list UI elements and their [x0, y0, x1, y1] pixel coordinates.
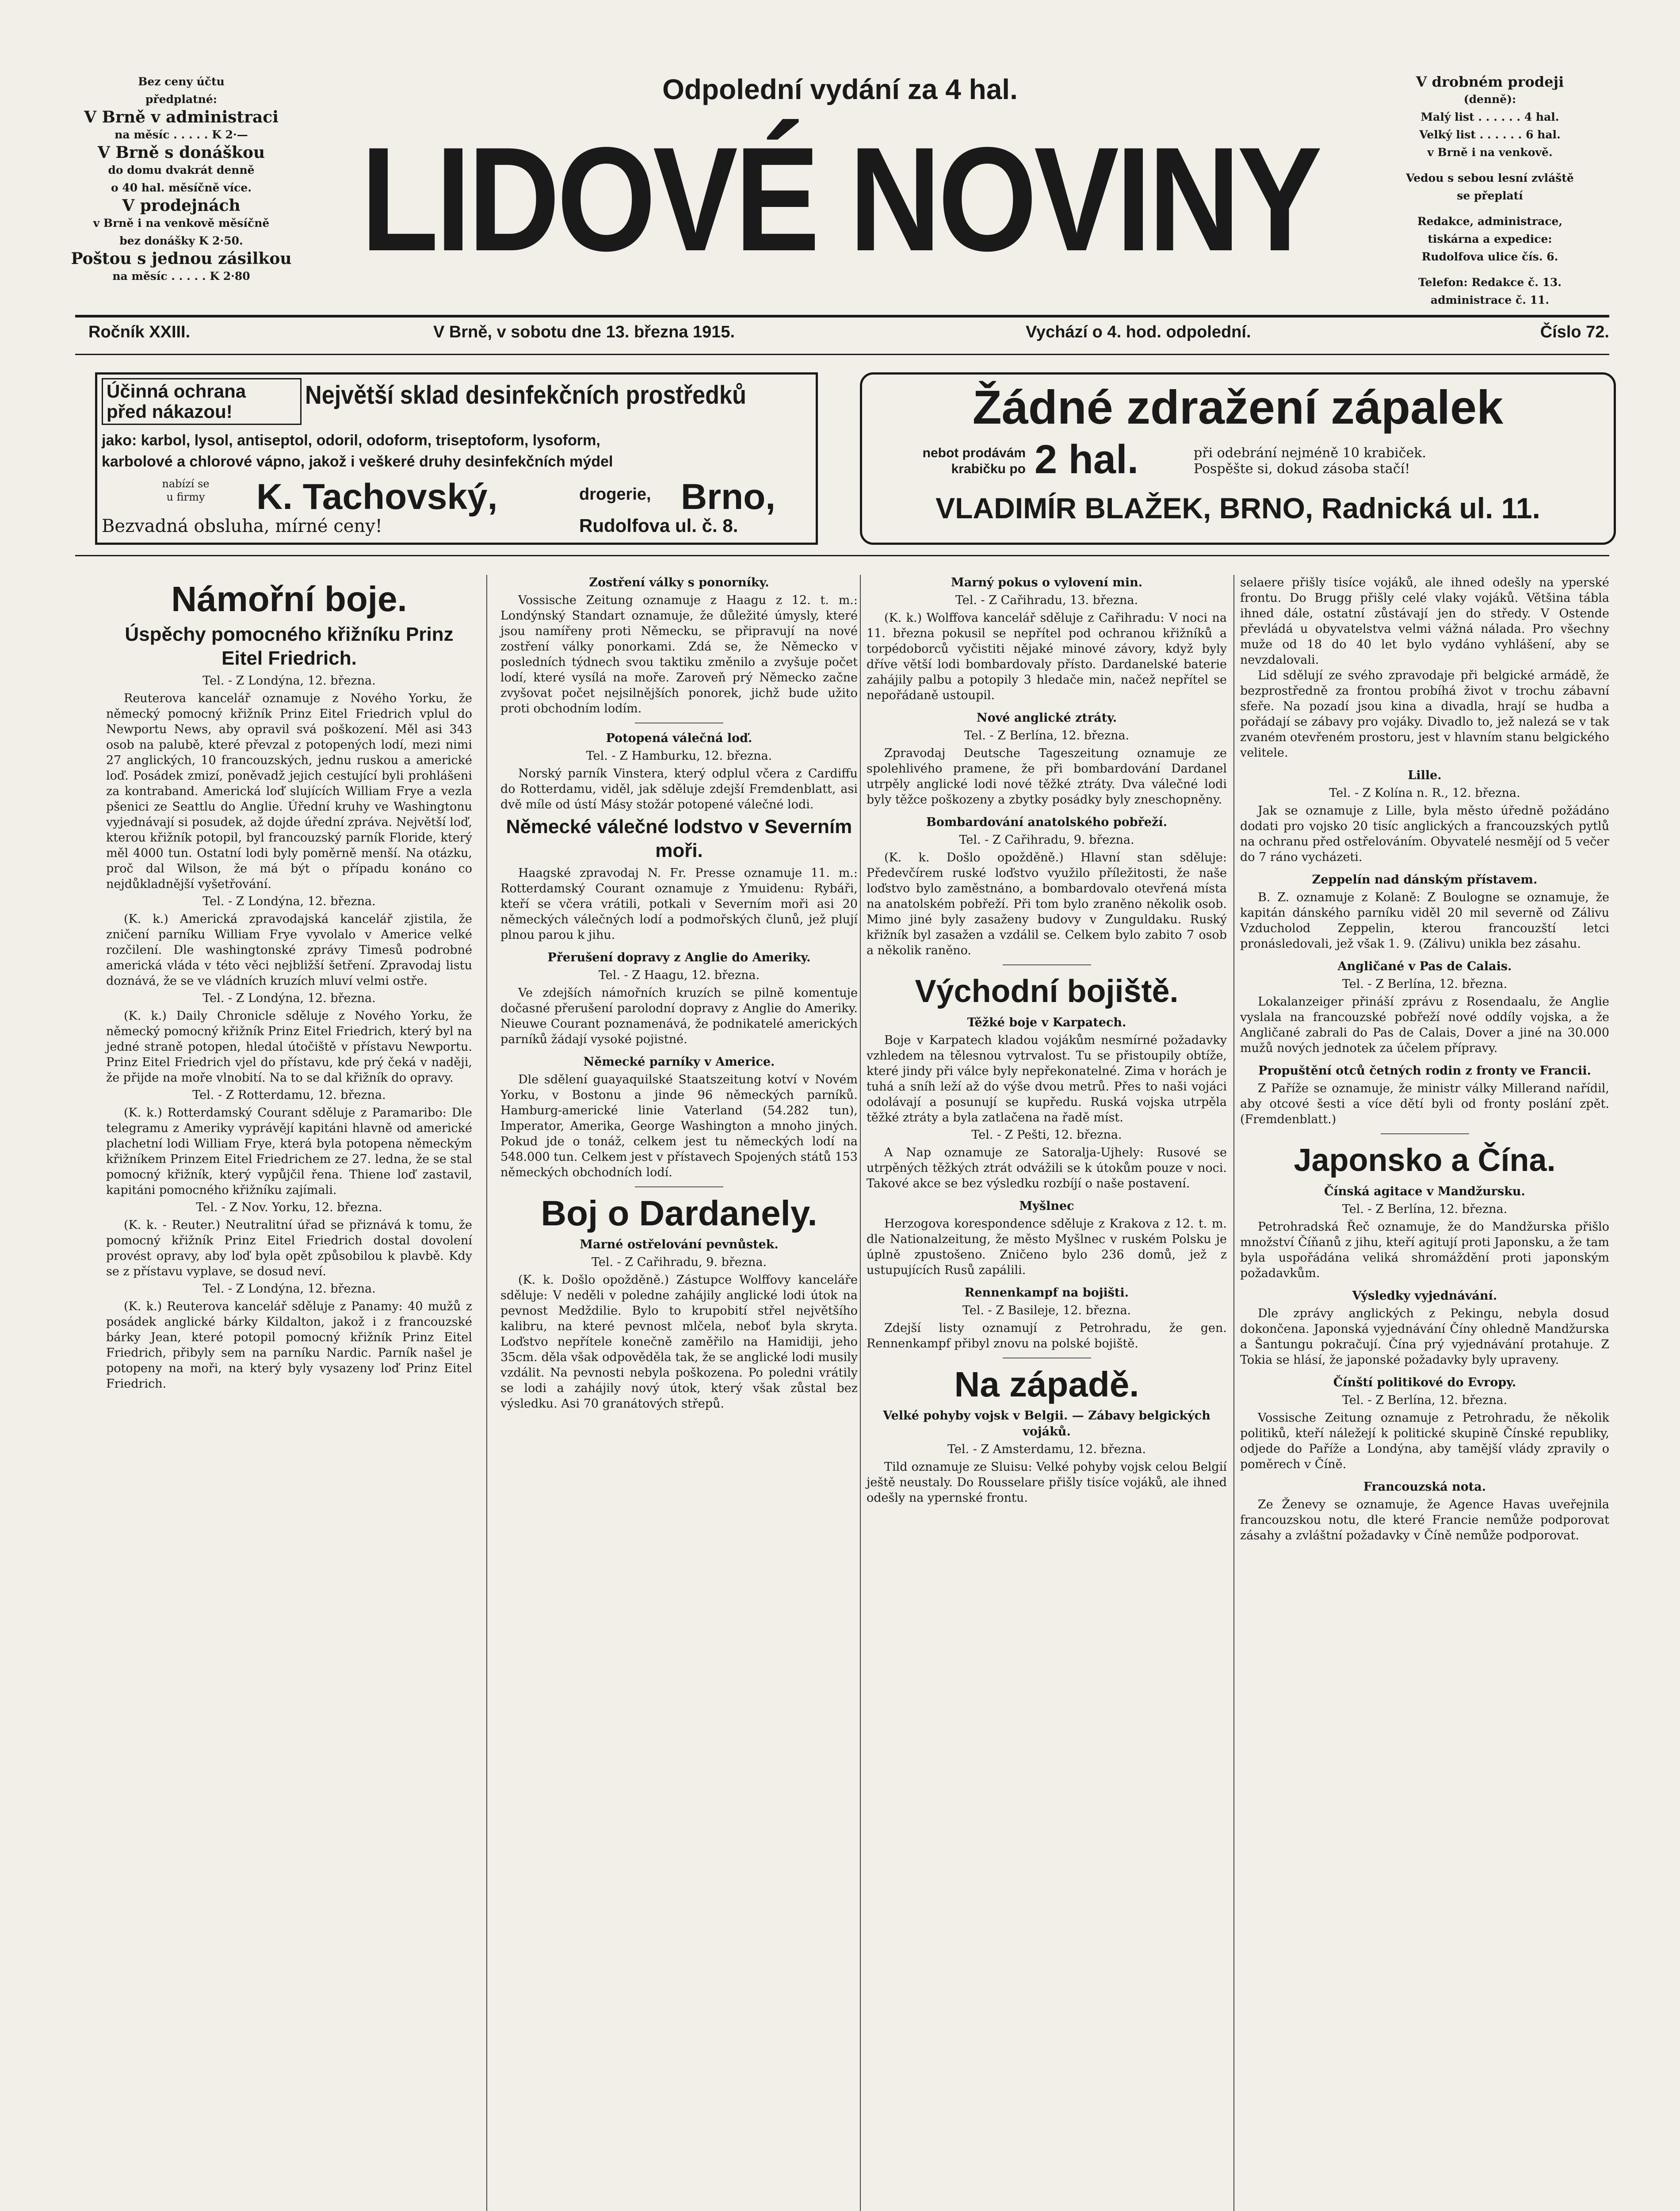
headline: Na západě. — [954, 1365, 1139, 1404]
article-text: Norský parník Vinstera, který odplul včera z Cardiffu do Rotterdamu, viděl, jak sděluje zdejší Fremdenblatt, asi dvě míle od ústí Másy stožár potopené válečné lodi. — [500, 767, 858, 811]
price-line: se přeplatí — [1457, 189, 1523, 202]
headline: Zeppelín nad dánským přístavem. — [1312, 873, 1538, 887]
article-text: Ze Ženevy se oznamuje, že Agence Havas uveřejnila francouzskou notu, dle které Francie nemůže podporovat zásahy a zvláštní požadavky v Číně nemůže podporovat. — [1240, 1498, 1609, 1542]
article-text: Jak se oznamuje z Lille, byla město úředně požádáno dodati pro vojsko 20 tisíc anglických a francouzských pytlů na ochranu před ostřelováním. Obyvatelé nesmějí od 5 večer do 7 ráno vycházeti. — [1240, 804, 1609, 864]
dateline: Tel. - Z Nov. Yorku, 12. března. — [196, 1201, 382, 1214]
ad-headline: Největší sklad desinfekčních prostředků — [305, 381, 746, 409]
headline: Námořní boje. — [171, 579, 407, 619]
column-rule — [860, 575, 861, 2211]
subscription-line: V Brně s donáškou — [97, 143, 265, 162]
article-text: (K. k.) Reuterova kancelář sděluje z Panamy: 40 mužů z posádek anglické bárky Kildalton, jakož i z francouzské bárky Jean, které potopil pomocný křižník Prinz Eitel Friedrich, přibyly sem na parníku Nardic. Parník našel je potopeny na moři, na který byly vysazeny loď Prinz Eitel Friedrich. — [106, 1300, 472, 1391]
column-3 — [867, 575, 1227, 1506]
article-text: (K. k.) Daily Chronicle sděluje z Nového Yorku, že německý pomocný křižník Prinz Eitel Friedrich, který byl na jedné straně potopen, hledal útočiště v přístavu Newportu. Prinz Eitel Friedrich vjel do přístavu, kde prý čeká v naději, že přijde na moře vlnobití. Na to se dal křižník do opravy. — [106, 1009, 472, 1085]
dateline: Tel. - Z Berlína, 12. března. — [964, 729, 1130, 742]
column-1 — [106, 575, 472, 1392]
ad-matches — [860, 372, 1616, 545]
article-text: Zpravodaj Deutsche Tageszeitung oznamuje ze spolehlivého pramene, že při bombardování Dardanel utrpěly anglické lodi nové těžké ztráty. Dva válečné lodi byly těžce poškozeny a zbytky posádky byly zneschopněny. — [867, 746, 1227, 807]
separator — [1381, 1133, 1469, 1134]
separator — [1003, 964, 1091, 965]
ad-disinfectants — [95, 372, 818, 545]
price-line: Redakce, administrace, — [1417, 215, 1563, 228]
headline: Potopená válečná loď. — [606, 731, 752, 745]
price-line: Rudolfova ulice čís. 6. — [1421, 250, 1558, 263]
dateline: Tel. - Z Hamburku, 12. března. — [586, 749, 772, 763]
subheadline: Čínská agitace v Mandžursku. — [1324, 1185, 1525, 1198]
newspaper-title: LIDOVÉ NOVINY — [361, 116, 1319, 282]
dateline: Tel. - Z Cařihradu, 13. března. — [955, 593, 1138, 607]
ads-rule — [75, 555, 1609, 556]
dateline: Tel. - Z Berlína, 12. března. — [1342, 1202, 1508, 1216]
column-4 — [1240, 575, 1609, 1543]
price-line: Malý list . . . . . . 4 hal. — [1420, 111, 1559, 123]
dateline: Tel. - Z Pešti, 12. března. — [971, 1128, 1122, 1142]
headline: Výsledky vyjednávání. — [1352, 1289, 1497, 1303]
headline: Myšlnec — [1019, 1199, 1074, 1213]
article-text: Herzogova korespondence sděluje z Krakova z 12. t. m. dle Nationalzeitung, že město Myšlnec v ruském Polsku je úplně zpustošeno. Zničeno bylo 236 domů, jež z ustupujících Rusů zapálili. — [867, 1217, 1227, 1277]
price-line: V drobném prodeji — [1416, 73, 1564, 90]
subscription-line: o 40 hal. měsíčně více. — [111, 181, 252, 194]
price-line: administrace č. 11. — [1430, 294, 1550, 306]
dateline: Tel. - Z Berlína, 12. března. — [1342, 977, 1508, 991]
ad-offer-note-line: u firmy — [166, 491, 205, 503]
ad-matches-seller: VLADIMÍR BLAŽEK, BRNO, Radnická ul. 11. — [935, 492, 1540, 524]
headline: Rennenkampf na bojišti. — [964, 1286, 1129, 1300]
article-text: Zdejší listy oznamují z Petrohradu, že gen. Rennenkampf přibyl znovu na polské bojiště. — [867, 1321, 1227, 1350]
ad-matches-offer-line: krabičku po — [951, 462, 1026, 476]
headline: Přerušení dopravy z Anglie do Ameriky. — [547, 951, 811, 964]
article-text: A Nap oznamuje ze Satoralja-Ujhely: Rusové se utrpěných těžkých ztrát odvážili se k útokům pouze v noci. Takové akce se bez výsledku rozbíjí o naše postavení. — [867, 1146, 1227, 1190]
ad-tag-line: před nákazou! — [107, 401, 233, 422]
subscription-line: Poštou s jednou zásilkou — [71, 249, 292, 268]
ad-matches-condition-line: při odebrání nejméně 10 krabiček. — [1194, 445, 1426, 461]
article-text: Petrohradská Řeč oznamuje, že do Mandžurska přišlo množství Číňanů z jihu, kteří agitují proti Japonsku, a že tam byla uspořádána veliká shromáždění proti japonským požadavkům. — [1240, 1220, 1609, 1280]
appears: Vychází o 4. hod. odpolední. — [1026, 323, 1251, 341]
subscription-line: V prodejnách — [122, 196, 241, 215]
headline: Bombardování anatolského pobřeží. — [926, 815, 1167, 829]
headline: Východní bojiště. — [915, 974, 1179, 1009]
ad-city: Brno, — [681, 477, 776, 517]
ad-offer-note-line: nabízí se — [162, 478, 210, 490]
headline: Německé válečné lodstvo v Severním moři. — [506, 816, 852, 861]
article-text: selaere přišly tisíce vojáků, ale ihned odešly na yperské frontu. Do Brugg přišly celé vlaky vojáků. Většina tábla ihned dále, ostatní zůstávají jen do středy. V Ostende převládá u obyvatelstva velmi vážná nálada. Pro všechny muže od 18 do 40 let bylo vydáno vyhlášení, aby se nevzdalovali. — [1240, 576, 1609, 667]
article-text: Lid sdělují ze svého zpravodaje při belgické armádě, že bezprostředně za frontou probíhá život v trochu zábavní sfeře. Na pozadí jsou kina a divadla, hrají se hudba a pořádají se zábavy pro vojáky. Divadlo to, jež nalezá se v tak zvaném otevřeném prostoru, jest v hlavním stanu belgického velitele. — [1240, 669, 1609, 760]
ad-tag-line: Účinná ochrana — [107, 381, 246, 402]
dateline: Tel. - Z Cařihradu, 9. března. — [591, 1255, 767, 1269]
edition-label: Odpolední vydání za 4 hal. — [662, 73, 1018, 105]
dateline: Tel. - Z Kolína n. R., 12. března. — [1329, 786, 1520, 800]
price-line: v Brně i na venkově. — [1427, 146, 1553, 159]
subheadline: Těžké boje v Karpatech. — [967, 1016, 1126, 1029]
dateline: Tel. - Z Amsterdamu, 12. března. — [947, 1442, 1146, 1456]
article-text: Dle zprávy anglických z Pekingu, nebyla dosud dokončena. Japonská vyjednávání Číny ohledně Mandžurska a Šantungu pokračují. Čína prý vyjednávání protahuje. Z Tokia se hlásí, že japonské požadavky byly upraveny. — [1240, 1307, 1609, 1367]
price-line: Vedou s sebou lesní zvláště — [1406, 172, 1574, 184]
dateline: Tel. - Z Cařihradu, 9. března. — [959, 833, 1134, 847]
dateline: Tel. - Z Londýna, 12. března. — [202, 674, 376, 688]
price-line: tiskárna a expedice: — [1428, 233, 1552, 245]
subscription-line: předplatné: — [145, 93, 218, 106]
ad-matches-headline: Žádné zdražení zápalek — [972, 380, 1504, 434]
subscription-box — [66, 73, 296, 285]
headline: Marný pokus o vylovení min. — [951, 576, 1143, 589]
headline: Propuštění otců četných rodin z fronty ve Francii. — [1258, 1064, 1591, 1078]
ad-matches-condition-line: Pospěšte si, dokud zásoba stačí! — [1194, 461, 1410, 477]
dateline: Tel. - Z Rotterdamu, 12. března. — [192, 1088, 386, 1102]
subscription-line: bez donášky K 2·50. — [119, 234, 243, 247]
column-rule — [1233, 575, 1234, 2211]
dateline: Tel. - Z Londýna, 12. března. — [202, 1282, 376, 1296]
dateline: Tel. - Z Londýna, 12. března. — [202, 991, 376, 1005]
info-rule — [75, 354, 1609, 355]
dateline: Tel. - Z Haagu, 12. března. — [598, 968, 760, 982]
article-text: (K. k. - Reuter.) Neutralitní úřad se přiznává k tomu, že pomocný křižník Prinz Eitel Friedrich dostal dovolení provést opravy, aby loď byla opět způsobilou k plavbě. Kdy se z přístavu vyplave, se dosud neví. — [106, 1218, 472, 1278]
article-text: Reuterova kancelář oznamuje z Nového Yorku, že německý pomocný křižník Prinz Eitel Friedrich vplul do Newportu News, aby opravil svá poškození. Měl asi 343 osob na palubě, které převzal z potopených lodí, mezi nimi 27 anglických, 10 francouzských, jednu ruskou a americké loď. Posádek zmizí, poněvadž jejich cestující byli prohlášeni za kontraband. Americká loď slujících William Frye a vezla pšenici ze Seattlu do Anglie. Úřední kruhy ve Washingtonu vyjednávají si posudek, až dojde úřední zpráva. Největší loď, kterou křižník potopil, byl francouzský parník Floride, který měl 4000 tun. Ostatní lodi byly poměrně menší. Na otázku, proč dal Wilson, že má být o případu konáno co nejdůkladnější vyšetřování. — [106, 692, 472, 891]
article-text: Z Paříže se oznamuje, že ministr války Millerand nařídil, aby otcové šesti a více dětí byli od fronty poslání zpět. (Fremdenblatt.) — [1240, 1082, 1609, 1126]
subscription-line: Bez ceny účtu — [138, 75, 225, 88]
article-text: Vossische Zeitung oznamuje z Haagu z 12. t. m.: Londýnský Standart oznamuje, že důležité úmysly, které jsou namířeny proti Německu, se připravují na nové zostření války ponorkami. Zdá se, že Německo v posledních týdnech svou taktiku změnilo a zvyšuje počet lodí, které vysílá na moře. Zaroveň prý Německo začne zvyšovat počet nejsilnějších ponorek, jichž bude užito proti obchodním lodím. — [500, 593, 858, 715]
subheadline: Velké pohyby vojsk v Belgii. — Zábavy belgických vojáků. — [883, 1409, 1210, 1438]
column-2 — [492, 575, 858, 1412]
subscription-line: v Brně i na venkově měsíčně — [93, 217, 270, 230]
headline: Lille. — [1408, 769, 1442, 782]
headline: Francouzská nota. — [1363, 1480, 1486, 1494]
ad-address: Rudolfova ul. č. 8. — [579, 515, 738, 536]
article-text: Haagské zpravodaj N. Fr. Presse oznamuje 11. m.: Rotterdamský Courant oznamuje z Ymuidenu: Rybáři, kteří se včera vrátili, potkali v Severním moři asi 20 německých válečných lodí a podmořských člunů, jež plují plnou parou k jihu. — [500, 866, 858, 942]
dateline: Tel. - Z Berlína, 12. března. — [1342, 1393, 1508, 1407]
separator — [635, 1186, 723, 1187]
article-text: (K. k. Došlo opožděně.) Zástupce Wolffovy kanceláře sděluje: V neděli v poledne zahájily anglické lodi útok na pevnost Medždilie. Bylo to krupobití střel největšího kalibru, na které pevnost mlčela, neboť byla skryta. Loďstvo nepřítele konečně zaměřilo na Hamidiji, jeho 35cm. děla však odpověděla tak, že se anglické lodi musily vzdálit. Na pevnosti nebyla poškozena. Po poledni vrátily se lodi a zahájily nový útok, který však zůstal bez výsledku. Asi 70 granátových střepů. — [500, 1273, 858, 1411]
headline: Angličané v Pas de Calais. — [1337, 960, 1512, 973]
ad-products-2: karbolové a chlorové vápno, jakož i veškeré druhy desinfekčních mýdel — [102, 453, 613, 470]
dateline: Tel. - Z Londýna, 12. března. — [202, 895, 376, 908]
headline: Boj o Dardanely. — [541, 1193, 817, 1233]
ad-matches-offer-line: nebot prodávám — [922, 446, 1026, 460]
place-date: V Brně, v sobotu dne 13. března 1915. — [433, 323, 735, 341]
volume: Ročník XXIII. — [88, 323, 191, 341]
article-text: B. Z. oznamuje z Kolaně: Z Boulogne se oznamuje, že kapitán dánského parníku viděl 20 mil severně od Zálivu Vzducholod Zeppelin, kterou francouzští letci pronásledovali, jež však 1. 9. (Zálivu) unikla bez zásahu. — [1240, 891, 1609, 951]
article-text: Vossische Zeitung oznamuje z Petrohradu, že několik politiků, kteří náležejí k politické skupině Čínské republiky, odjede do Paříže a Londýna, aby tamější vlády zpravily o poměrech v Číně. — [1240, 1411, 1609, 1471]
ad-tag — [102, 378, 302, 425]
subheadline: Marné ostřelování pevnůstek. — [580, 1238, 779, 1251]
headline: Japonsko a Čína. — [1294, 1143, 1556, 1178]
headline: Čínští politikové do Evropy. — [1333, 1376, 1516, 1389]
ad-matches-offer — [875, 445, 1026, 477]
issue-number: Číslo 72. — [1540, 323, 1609, 341]
subscription-line: V Brně v administraci — [84, 108, 279, 126]
price-line: (denně): — [1463, 93, 1516, 106]
article-text: (K. k.) Wolffova kancelář sděluje z Cařihradu: V noci na 11. března pokusil se nepřítel pod ochranou křižníků a torpédoborců vyčistiti nějaké minové závory, když byly dříve větší lodi bombardovaly přísto. Dardanelské baterie zahájily palbu a potopily 3 hledače min, načež nepřítel se nepořádaně ustoupil. — [867, 611, 1227, 702]
ad-service: Bezvadná obsluha, mírné ceny! — [102, 516, 382, 536]
ad-offer-note — [141, 477, 230, 504]
price-line: Telefon: Redakce č. 13. — [1418, 276, 1562, 289]
article-text: Boje v Karpatech kladou vojákům nesmírné požadavky vzhledem na tělesnou vytrvalost. Tu se přistoupily obtíže, které jindy při válce byly nepřekonatelné. Zima v horách je tuhá a sníh leží až do výše dvou metrů. Přes to naši vojáci odolávají a posunují se kupředu. Ruská vojska utrpěla těžké ztráty a byla zatlačena na řadě míst. — [867, 1033, 1227, 1125]
article-text: Tild oznamuje ze Sluisu: Velké pohyby vojsk celou Belgií ještě neustaly. Do Rousselare přišly tisíce vojáků, ale ihned odešly na ypernské frontu. — [867, 1460, 1227, 1505]
article-text: Ve zdejších námořních kruzích se pilně komentuje dočasné přerušení parolodní dopravy z Anglie do Ameriky. Nieuwe Courant poznamenává, že podnikatelé amerických parníků žádají vysoké pojistné. — [500, 986, 858, 1046]
subheadline: Úspěchy pomocného křižníku Prinz Eitel Friedrich. — [125, 624, 454, 669]
article-text: (K. k.) Rotterdamský Courant sděluje z Paramaribo: Dle telegramu z Ameriky vyprávějí kapitáni hlavně od americké plachetní lodi William Frye, která byla potopena německým křižníkem Prinzem Eitel Friedrichem ze 27. ledna, že se stal pomocný křižník, který vypůjčil řena. Thiene loď zastavil, kapitáni pomocného křižníku zajímali. — [106, 1106, 472, 1197]
ad-matches-condition — [1194, 445, 1605, 477]
headline: Německé parníky v Americe. — [583, 1055, 775, 1069]
ad-company: K. Tachovský, — [256, 477, 498, 517]
column-rule — [486, 575, 487, 2211]
masthead-rule — [75, 315, 1609, 317]
subscription-line: do domu dvakrát denně — [108, 164, 255, 176]
subscription-line: na měsíc . . . . . K 2·— — [115, 128, 248, 141]
dateline: Tel. - Z Basileje, 12. března. — [962, 1304, 1131, 1317]
price-line: Velký list . . . . . . 6 hal. — [1419, 128, 1561, 141]
article-text: Lokalanzeiger přináší zprávu z Rosendaalu, že Anglie vyslala na francouzské pobřeží nové oddíly vojska, a že Angličané zabrali do Pas de Calais, Dover a jiné na 30.000 mužů nových jednotek za účelem přípravy. — [1240, 995, 1609, 1055]
article-text: Dle sdělení guayaquilské Staatszeitung kotví v Novém Yorku, v Bostonu a jinde 96 německých parníků. Hamburg-americké linie Vaterland (54.282 tun), Imperator, Amerika, George Washington a mnoho jiných. Pokud jde o tonáž, celkem jest tu německých lodí na 548.000 tun. Celkem jest v přístavech Spojených států 153 německých obchodních lodí. — [500, 1073, 858, 1179]
article-text: (K. k.) Americká zpravodajská kancelář zjistila, že zničení parníku William Frye vyvolalo v Americe velké rozčilení. Dle washingtonské zprávy Timesů podrobné americká vláda v této věci nejbližší šetření. Zpravodaj listu doznává, že se ve vládních kruzích mluví velmi ostře. — [106, 912, 472, 988]
article-text: (K. k. Došlo opožděně.) Hlavní stan sděluje: Předevčírem ruské loďstvo využilo příležitosti, že naše loďstvo bylo zaměstnáno, a bombardovalo otevřená místa na anatolském pobřeží. Při tom bylo zraněno několik osob. Mimo jiné byly zasaženy budovy v Zunguldaku. Ruský křižník byl zasažen a vzdálil se. Celkem bylo zabito 7 osob a několik raněno. — [867, 851, 1227, 957]
ad-products-1: jako: karbol, lysol, antiseptol, odoril, odoform, triseptoform, lysoform, — [102, 432, 600, 449]
ad-drogerie: drogerie, — [579, 485, 651, 504]
headline: Zostření války s ponorníky. — [589, 576, 769, 589]
ad-matches-price: 2 hal. — [1035, 437, 1139, 482]
price-box — [1362, 73, 1618, 309]
subscription-line: na měsíc . . . . . K 2·80 — [112, 270, 250, 283]
headline: Nové anglické ztráty. — [976, 711, 1117, 725]
